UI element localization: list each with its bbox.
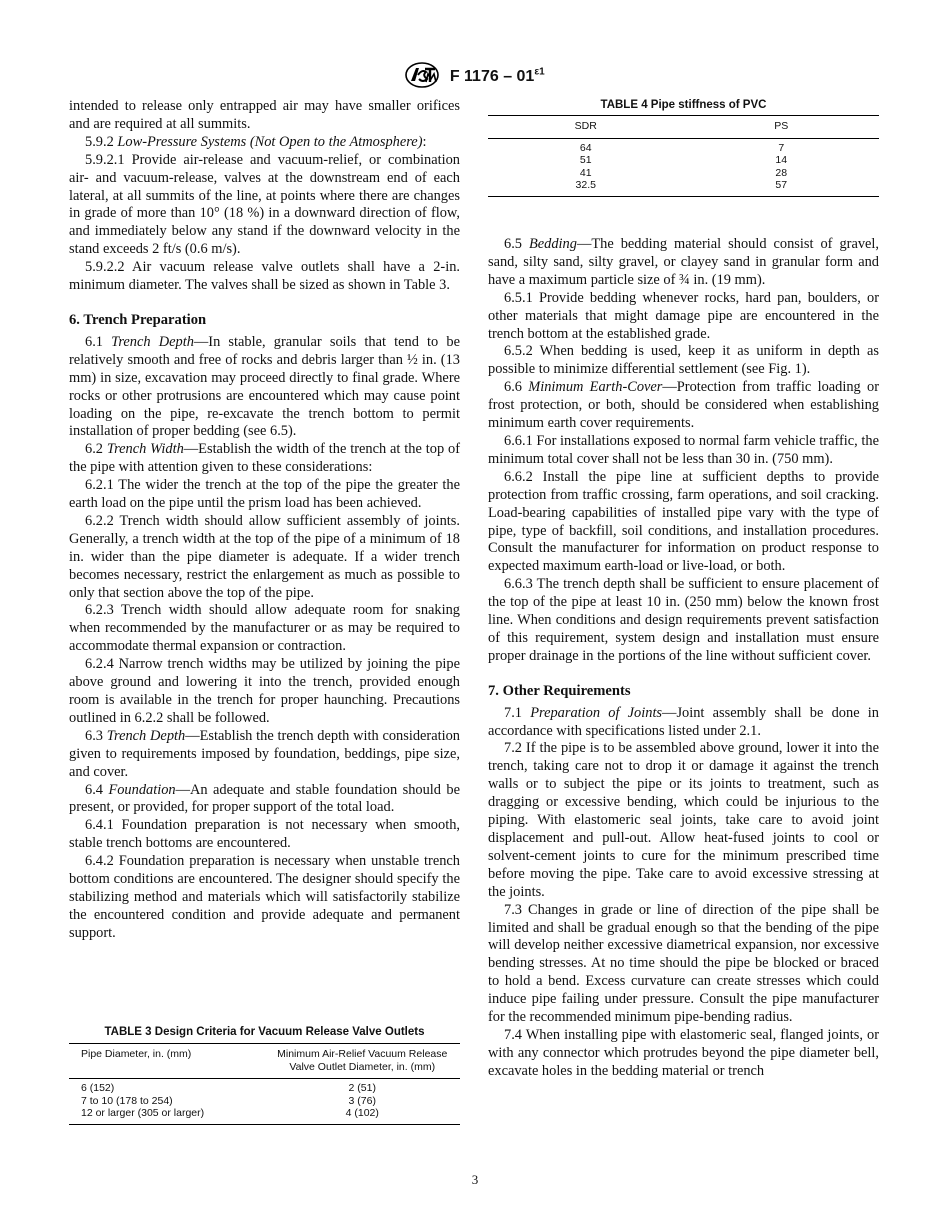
table-3-grid	[69, 1043, 460, 1125]
page-header	[0, 62, 950, 88]
paragraph-6-4-2: 6.4.2 Foundation preparation is necessary when unstable trench bottom conditions are encountered. The designer should specify the stabilizing method and materials which will satisfactorily stabilize the encountered condition and provide adequate and permanent support.	[69, 853, 460, 941]
paragraph-6-6-3: 6.6.3 The trench depth shall be sufficient to ensure placement of the top of the pipe at least 10 in. (250 mm) below the known frost line. When conditions and design requirements prevent satisfaction of this requirement, system design and installation must ensure proper drainage in the portions of the line without sufficient cover.	[488, 576, 879, 664]
paragraph-6-2-1: 6.2.1 The wider the trench at the top of the pipe the greater the earth load on the pipe until the prism load has been achieved.	[69, 477, 460, 512]
italic-heading: Foundation	[108, 781, 176, 798]
table-4-title: TABLE 4 Pipe stiffness of PVC	[600, 99, 767, 111]
italic-heading: Trench Width	[106, 441, 184, 458]
column-header: Pipe Diameter, in. (mm)	[69, 1044, 265, 1079]
table-cell: 2 (51)	[348, 1082, 376, 1094]
left-column	[69, 98, 460, 943]
paragraph-6-1: 6.1 Trench Depth—In stable, granular soils that tend to be relatively smooth and free of rocks and debris larger than ½ in. (13 mm) in size, excavation may proceed directly to final grade. Where rocks or other protrusions are encountered which may cause point loading on the pipe, re-excavate the trench bottom to permit installation of proper bedding (see 6.5).	[69, 333, 460, 440]
table-row	[488, 167, 879, 180]
section-heading-6: 6. Trench Preparation	[69, 311, 207, 328]
astm-logo-icon	[405, 62, 439, 88]
paragraph-6-2-2: 6.2.2 Trench width should allow sufficient assembly of joints. Generally, a trench width at the top of the pipe of a minimum of 18 in. wider than the pipe diameter is adequate. If a wider trench becomes necessary, restrict the enlargement as much as possible to only that section above the top of the pipe.	[69, 512, 460, 601]
table-cell: 41	[579, 166, 592, 179]
column-header: Minimum Air-Relief Vacuum Release Valve Outlet Diameter, in. (mm)	[265, 1044, 461, 1079]
paragraph: intended to release only entrapped air may have smaller orifices and are required at all summits.	[69, 98, 460, 132]
italic-heading: Bedding	[528, 236, 577, 252]
paragraph-5-9-2-1: 5.9.2.1 Provide air-release and vacuum-relief, or combination air- and vacuum-release, valves at the downstream end of each lateral, at all summits of the line, at points where there are changes in grade of more than 10° (18 %) in a downward direction of flow, and immediately below any stand if the downward velocity in the stand exceeds 2 ft/s (0.6 m/s).	[69, 151, 460, 258]
table-cell: 28	[775, 166, 788, 179]
table-row	[69, 1107, 460, 1124]
table-cell: 51	[579, 154, 592, 166]
right-column	[488, 236, 879, 1081]
paragraph-6-2-4: 6.2.4 Narrow trench widths may be utilized by joining the pipe above ground and lowering it into the trench, provided enough room is available in the trench for proper haunching. Precautions outlined in 6.2.2 shall be followed.	[69, 656, 460, 726]
table-cell: 14	[775, 154, 788, 166]
page-number: 3	[471, 1172, 479, 1187]
table-3-title: TABLE 3 Design Criteria for Vacuum Release Valve Outlets	[104, 1026, 425, 1038]
italic-heading: Minimum Earth-Cover	[528, 379, 663, 396]
table-4	[488, 99, 879, 197]
table-row	[488, 138, 879, 154]
paragraph-5-9-2-2: 5.9.2.2 Air vacuum release valve outlets shall have a 2-in. minimum diameter. The valves shall be sized as shown in Table 3.	[69, 259, 460, 294]
paragraph-5-9-2: 5.9.2 Low-Pressure Systems (Not Open to the Atmosphere):	[85, 133, 427, 150]
paragraph-7-3: 7.3 Changes in grade or line of direction of the pipe shall be limited and shall be gradual enough so that the bending of the pipe will develop neither excessive diametrical expansion, nor excessive bending stresses. At no time should the pipe be blocked or braced to hold a bend. Excess curvature can create stresses which could induce pipe failing under pressure. Consult the pipe manufacturer for the recommended minimum pipe-bending radius.	[488, 901, 879, 1026]
table-cell: 32.5	[488, 179, 684, 196]
italic-heading: Trench Depth	[106, 727, 186, 744]
table-3	[69, 1026, 460, 1125]
paragraph-6-4: 6.4 Foundation—An adequate and stable foundation should be present, or provided, for proper support of the total load.	[69, 781, 460, 816]
paragraph-7-1: 7.1 Preparation of Joints—Joint assembly shall be done in accordance with specifications listed under 2.1.	[488, 704, 879, 739]
column-header: PS	[684, 116, 880, 139]
italic-heading: Preparation of Joints	[530, 704, 663, 721]
paragraph-6-6-1: 6.6.1 For installations exposed to normal farm vehicle traffic, the minimum total cover shall not be less than 30 in. (750 mm).	[488, 432, 879, 467]
table-4-grid	[488, 115, 879, 197]
paragraph-6-6: 6.6 Minimum Earth-Cover—Protection from traffic loading or frost protection, or both, should be considered when establishing minimum earth cover requirements.	[488, 379, 879, 432]
italic-heading: Low-Pressure Systems (Not Open to the Atmosphere)	[117, 133, 423, 150]
table-cell: 64	[579, 141, 592, 154]
italic-heading: Trench Depth	[111, 333, 194, 350]
table-cell: 7	[778, 141, 785, 154]
table-row	[69, 1095, 460, 1108]
edition-superscript: ε1	[534, 66, 545, 78]
table-cell: 6 (152)	[81, 1082, 115, 1094]
table-row	[488, 179, 879, 196]
standard-designation: F 1176 – 01	[449, 68, 535, 85]
column-header: SDR	[488, 116, 684, 139]
paragraph-6-4-1: 6.4.1 Foundation preparation is not necessary when smooth, stable trench bottoms are encountered.	[69, 817, 460, 852]
paragraph-6-5: 6.5 Bedding—The bedding material should consist of gravel, sand, silty sand, silty gravel, or clayey sand in granular form and have a maximum particle size of ¾ in. (19 mm).	[488, 236, 880, 288]
paragraph-7-2: 7.2 If the pipe is to be assembled above ground, lower it into the trench, taking care not to drop it or damage it against the trench walls or to subject the pipe or its joints to treatment, such as dragging or excessive bending, which could be injurious to the piping. With elastomeric seal joints, take care to avoid joint displacement and pull-out. Allow heat-fused joints to cool or solvent-cement joints to cure for the minimum prescribed time before moving the pipe. Take care to avoid excessive stressing at the joints.	[488, 740, 879, 900]
paragraph-6-5-2: 6.5.2 When bedding is used, keep it as uniform in depth as possible to minimize differential settlement (see Fig. 1).	[488, 343, 879, 378]
table-cell: 4 (102)	[265, 1107, 461, 1124]
paragraph-6-2-3: 6.2.3 Trench width should allow adequate room for snaking when recommended by the manufacturer or as may be required to accommodate thermal expansion or contraction.	[69, 602, 460, 655]
table-cell: 7 to 10 (178 to 254)	[81, 1094, 173, 1107]
section-heading-7: 7. Other Requirements	[488, 682, 631, 699]
paragraph-6-2: 6.2 Trench Width—Establish the width of the trench at the top of the pipe with attention given to these considerations:	[69, 441, 461, 476]
table-row	[488, 154, 879, 167]
table-cell: 12 or larger (305 or larger)	[69, 1107, 265, 1124]
paragraph-6-6-2: 6.6.2 Install the pipe line at sufficient depths to provide protection from traffic crossing, farm operations, and soil cracking. Load-bearing capabilities of installed pipe vary with the type of pipe, type of backfill, soil conditions, and installation procedures. Consult the manufacturer for information on product response to expected maximum earth-load or live-load, or both.	[488, 468, 879, 575]
table-cell: 57	[684, 179, 880, 196]
paragraph-6-3: 6.3 Trench Depth—Establish the trench depth with consideration given to requirements imposed by foundation, beddings, pipe size, and cover.	[69, 727, 460, 780]
table-row	[69, 1079, 460, 1095]
table-cell: 3 (76)	[348, 1094, 376, 1107]
paragraph-7-4: 7.4 When installing pipe with elastomeric seal, flanged joints, or with any connector which protrudes beyond the pipe diameter bell, excavate holes in the bedding material or trench	[488, 1026, 879, 1079]
paragraph-6-5-1: 6.5.1 Provide bedding whenever rocks, hard pan, boulders, or other materials that might damage pipe are encountered in the trench bottom at the established grade.	[488, 289, 879, 342]
